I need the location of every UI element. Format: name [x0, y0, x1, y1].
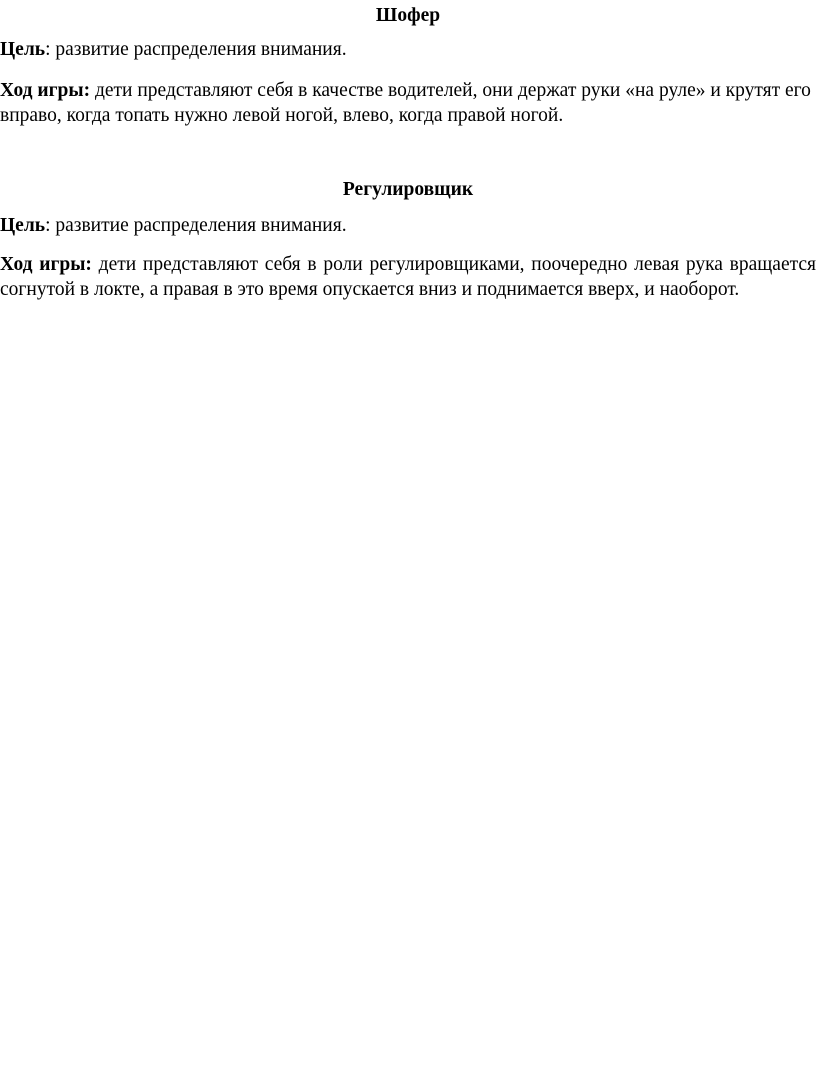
goal-text: : развитие распределения внимания. [45, 215, 347, 236]
section-title: Шофер [375, 5, 441, 26]
rules-paragraph [0, 78, 816, 128]
section-title: Регулировщик [342, 179, 474, 200]
goal-label: Цель [0, 39, 46, 60]
rules-text: дети представляют себя в роли регулировщиками, поочередно левая рука вращается согнутой в локте, а правая в это время опускается вниз и поднимается вверх, и наоборот. [0, 254, 816, 300]
rules-label: Ход игры: [0, 254, 92, 275]
game-section-traffic-controller [0, 177, 816, 300]
rules-label: Ход игры: [0, 80, 91, 101]
game-section-driver [0, 3, 816, 126]
goal-text: : развитие распределения внимания. [45, 39, 347, 60]
goal-label: Цель [0, 215, 46, 236]
goal-paragraph [0, 37, 816, 62]
goal-paragraph [0, 213, 816, 238]
rules-paragraph [0, 252, 816, 302]
rules-text: дети представляют себя в качестве водителей, они держат руки «на руле» и крутят его вправо, когда топать нужно левой ногой, влево, когда правой ногой. [0, 80, 811, 126]
